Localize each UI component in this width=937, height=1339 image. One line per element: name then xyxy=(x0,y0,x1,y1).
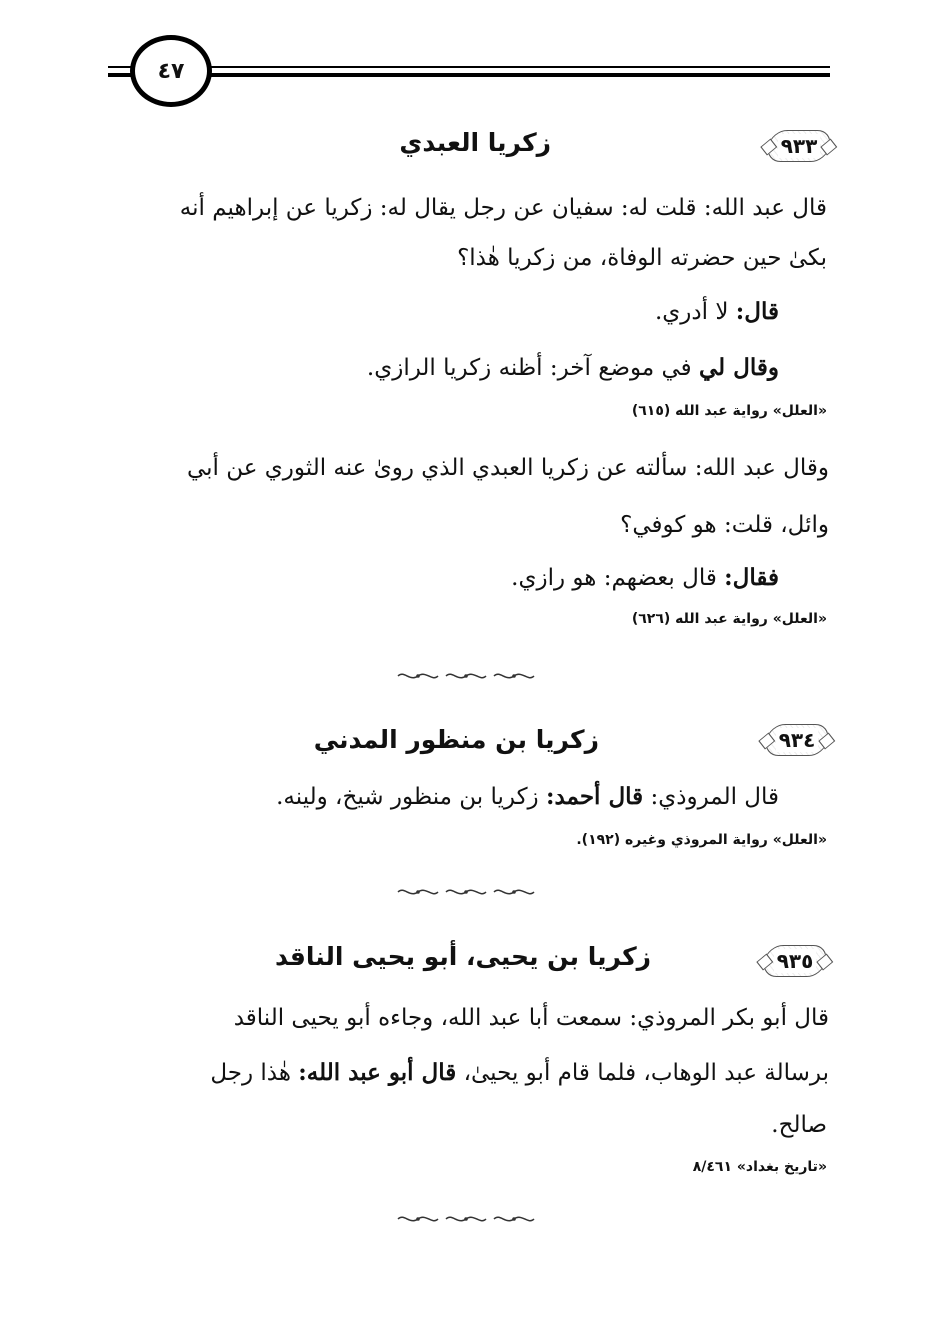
section-divider-ornament xyxy=(396,1212,536,1226)
source-citation: «العلل» رواية عبد الله (٦٢٦) xyxy=(631,611,827,627)
entry-title: زكريا العبدي xyxy=(399,128,551,157)
paragraph-text: برسالة عبد الوهاب، فلما قام أبو يحيىٰ، xyxy=(456,1060,829,1086)
flourish-icon xyxy=(492,670,536,682)
paragraph-text: لا أدري. xyxy=(654,299,736,325)
entry-number: ٩٣٥ xyxy=(774,949,817,973)
entry-number-badge xyxy=(760,720,834,760)
paragraph-line: بكىٰ حين حضرته الوفاة، من زكريا هٰذا؟ xyxy=(457,245,827,271)
paragraph xyxy=(276,782,779,812)
entry-number-badge xyxy=(758,941,832,981)
section-divider-ornament xyxy=(396,885,536,899)
entry-number: ٩٣٤ xyxy=(776,728,819,752)
paragraph-line: وقال عبد الله: سألته عن زكريا العبدي الذي روىٰ عنه الثوري عن أبي xyxy=(186,455,829,481)
header-rule-thick xyxy=(108,73,830,77)
flourish-icon xyxy=(444,670,488,682)
paragraph-text: في موضع آخر: أظنه زكريا الرازي. xyxy=(366,355,699,381)
paragraph-text: هٰذا رجل xyxy=(210,1060,299,1086)
speaker-label: فقال: xyxy=(724,564,779,591)
flourish-icon xyxy=(396,670,440,682)
paragraph xyxy=(511,563,779,593)
entry-title: زكريا بن منظور المدني xyxy=(313,725,599,754)
speaker-label: قال: xyxy=(735,298,779,325)
paragraph xyxy=(367,353,779,383)
paragraph-text: قال المروذي: xyxy=(643,784,779,810)
entry-title: زكريا بن يحيى، أبو يحيى الناقد xyxy=(275,942,651,971)
paragraph-line: قال أبو بكر المروذي: سمعت أبا عبد الله، وجاءه أبو يحيى الناقد xyxy=(233,1005,829,1031)
source-citation: «تاريخ بغداد» ٨/٤٦١ xyxy=(692,1159,827,1175)
source-citation: «العلل» رواية عبد الله (٦١٥) xyxy=(631,403,827,419)
paragraph-text: زكريا بن منظور شيخ، ولينه. xyxy=(276,784,546,810)
entry-number-badge xyxy=(762,126,836,166)
flourish-icon xyxy=(444,1213,488,1225)
entry-number: ٩٣٣ xyxy=(778,134,821,158)
flourish-icon xyxy=(396,886,440,898)
paragraph xyxy=(655,297,779,327)
speaker-label: وقال لي xyxy=(698,354,779,381)
flourish-icon xyxy=(492,886,536,898)
speaker-label: قال أبو عبد الله: xyxy=(298,1059,457,1086)
flourish-icon xyxy=(492,1213,536,1225)
paragraph xyxy=(210,1058,829,1088)
flourish-icon xyxy=(396,1213,440,1225)
section-divider-ornament xyxy=(396,669,536,683)
paragraph-line: قال عبد الله: قلت له: سفيان عن رجل يقال له: زكريا عن إبراهيم أنه xyxy=(179,195,827,221)
paragraph-text: قال بعضهم: هو رازي. xyxy=(511,565,725,591)
page-number: ٤٧ xyxy=(130,35,212,107)
flourish-icon xyxy=(444,886,488,898)
speaker-label: قال أحمد: xyxy=(545,783,644,810)
source-citation: «العلل» رواية المروذي وغيره (١٩٢). xyxy=(576,832,827,848)
paragraph-line: وائل، قلت: هو كوفي؟ xyxy=(620,512,829,538)
paragraph-line: صالح. xyxy=(771,1112,827,1138)
header-rule-thin xyxy=(108,66,830,68)
